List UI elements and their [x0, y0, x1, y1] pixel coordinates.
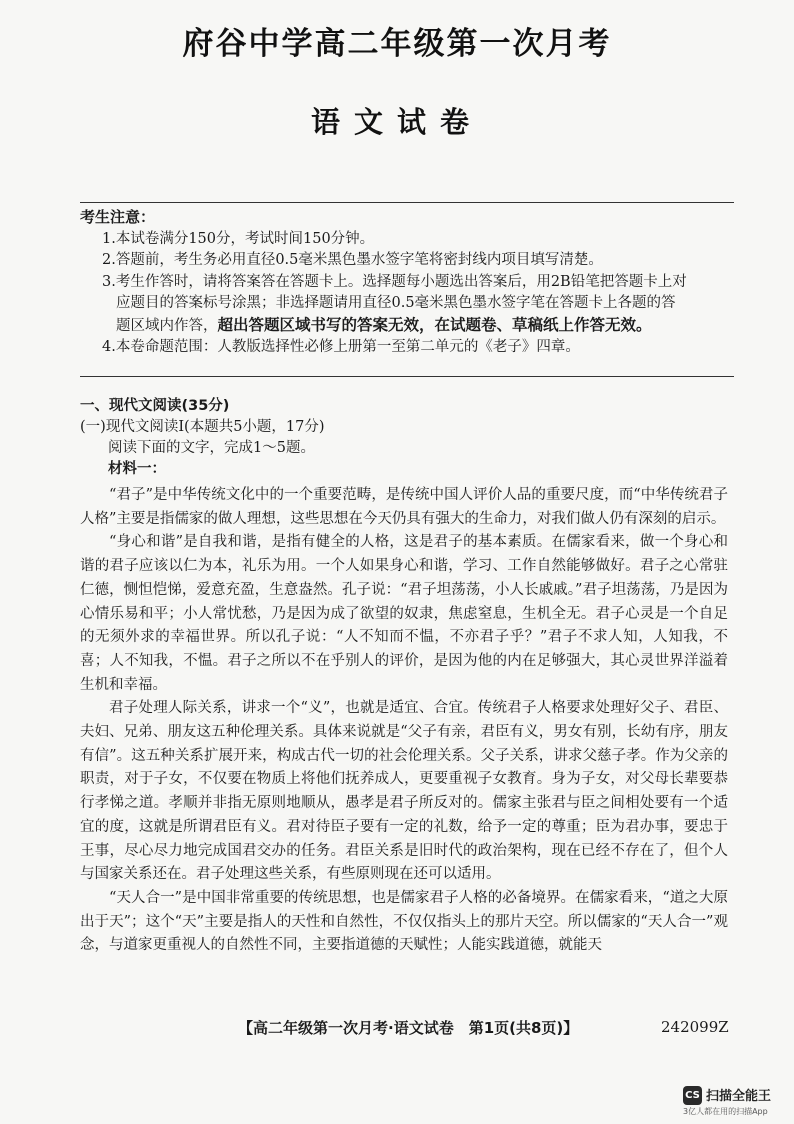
scanner-app-name: 扫描全能王: [706, 1089, 772, 1104]
notice-item-1: 1.本试卷满分150分，考试时间150分钟。: [102, 230, 375, 247]
paper-code: 242099Z: [661, 1018, 729, 1036]
notice-item-3-line2: 应题目的答案标号涂黑；非选择题请用直径0.5毫米黑色墨水签字笔在答题卡上各题的答: [116, 295, 676, 311]
notice-item-3: [102, 272, 740, 338]
notice-item-3-text: 题区域内作答，: [116, 317, 218, 334]
notice-item-3-line1: 3.考生作答时，请将答案答在答题卡上。选择题每小题选出答案后，用2B铅笔把答题卡上对: [102, 273, 687, 290]
notice-heading: 考生注意：: [80, 208, 156, 226]
notice-item-2: 2.答题前，考生务必用直径0.5毫米黑色墨水签字笔将密封线内项目填写清楚。: [102, 252, 603, 268]
paper-subtitle: 语文试卷: [310, 105, 483, 139]
passage-body: [80, 484, 728, 958]
reading-instruction: 阅读下面的文字，完成1～5题。: [108, 440, 315, 456]
material-label: 材料一：: [108, 461, 166, 477]
passage-paragraph-2: “身心和谐”是自我和谐，是指有健全的人格，这是君子的基本素质。在儒家看来，做一个身心和谐的君子应该以仁为本，礼乐为用。一个人如果身心和谐，学习、工作自然能够做好。君子之心常驻仁德，恻怛恺悌，爱意充盈，生意盎然。孔子说：“君子坦荡荡，小人长戚戚。”君子坦荡荡，乃是因为心情乐易和平；小人常忧愁，乃是因为成了欲望的奴隶，焦虑窒息，生机全无。君子心灵是一个自足的无须外求的幸福世界。所以孔子说：“人不知而不愠，不亦君子乎？”君子不求人知，人知我，不喜；人不知我，不愠。君子之所以不在乎别人的评价，是因为他的内在足够强大，其心灵世界洋溢着生机和幸福。: [80, 534, 728, 693]
page-footer: 【高二年级第一次月考·语文试卷 第1页(共8页)】: [238, 1019, 579, 1037]
notice-item-3-line3: [102, 315, 740, 338]
section-heading: 一、现代文阅读(35分): [80, 398, 230, 414]
camscanner-logo-icon: CS: [683, 1086, 702, 1105]
notice-emphasis: 超出答题区域书写的答案无效，在试题卷、草稿纸上作答无效。: [217, 315, 652, 334]
subsection-heading: (一)现代文阅读Ⅰ(本题共5小题，17分): [80, 419, 325, 435]
candidate-notice: [80, 207, 740, 359]
passage-paragraph-1: “君子”是中华传统文化中的一个重要范畴，是传统中国人评价人品的重要尺度，而“中华传统君子人格”主要是指儒家的做人理想，这些思想在今天仍具有强大的生命力，对我们做人仍有深刻的启示。: [80, 487, 728, 527]
passage-paragraph-4: “天人合一”是中国非常重要的传统思想，也是儒家君子人格的必备境界。在儒家看来，“道之大原出于天”；这个“天”主要是指人的天性和自然性，不仅仅指头上的那片天空。所以儒家的“天人合一”观念，与道家更重视人的自然性不同，主要指道德的天赋性；人能实践道德，就能天: [80, 889, 728, 954]
passage-paragraph-3: 君子处理人际关系，讲求一个“义”，也就是适宜、合宜。传统君子人格要求处理好父子、君臣、夫妇、兄弟、朋友这五种伦理关系。具体来说就是“父子有亲，君臣有义，男女有别，长幼有序，朋友有信”。这五种关系扩展开来，构成古代一切的社会伦理关系。父子关系，讲求父慈子孝。作为父亲的职责，对于子女，不仅要在物质上将他们抚养成人，更要重视子女教育。身为子女，对父母长辈要恭行孝悌之道。孝顺并非指无原则地顺从，愚孝是君子所反对的。儒家主张君与臣之间相处要有一个适宜的度，这就是所谓君臣有义。君对待臣子要有一定的礼数，给予一定的尊重；臣为君办事，要忠于王事，尽心尽力地完成国君交办的任务。君臣关系是旧时代的政治架构，现在已经不存在了，但个人与国家关系还在。君子处理这些关系，有些原则现在还可以适用。: [80, 700, 728, 883]
scanner-tagline: 3亿人都在用的扫描App: [683, 1107, 768, 1116]
reading-section: [80, 396, 740, 480]
notice-bottom-rule: [80, 376, 734, 377]
notice-item-4: 4.本卷命题范围：人教版选择性必修上册第一至第二单元的《老子》四章。: [102, 339, 580, 355]
notice-top-rule: [80, 202, 734, 203]
exam-title: 府谷中学高二年级第一次月考: [182, 26, 612, 62]
